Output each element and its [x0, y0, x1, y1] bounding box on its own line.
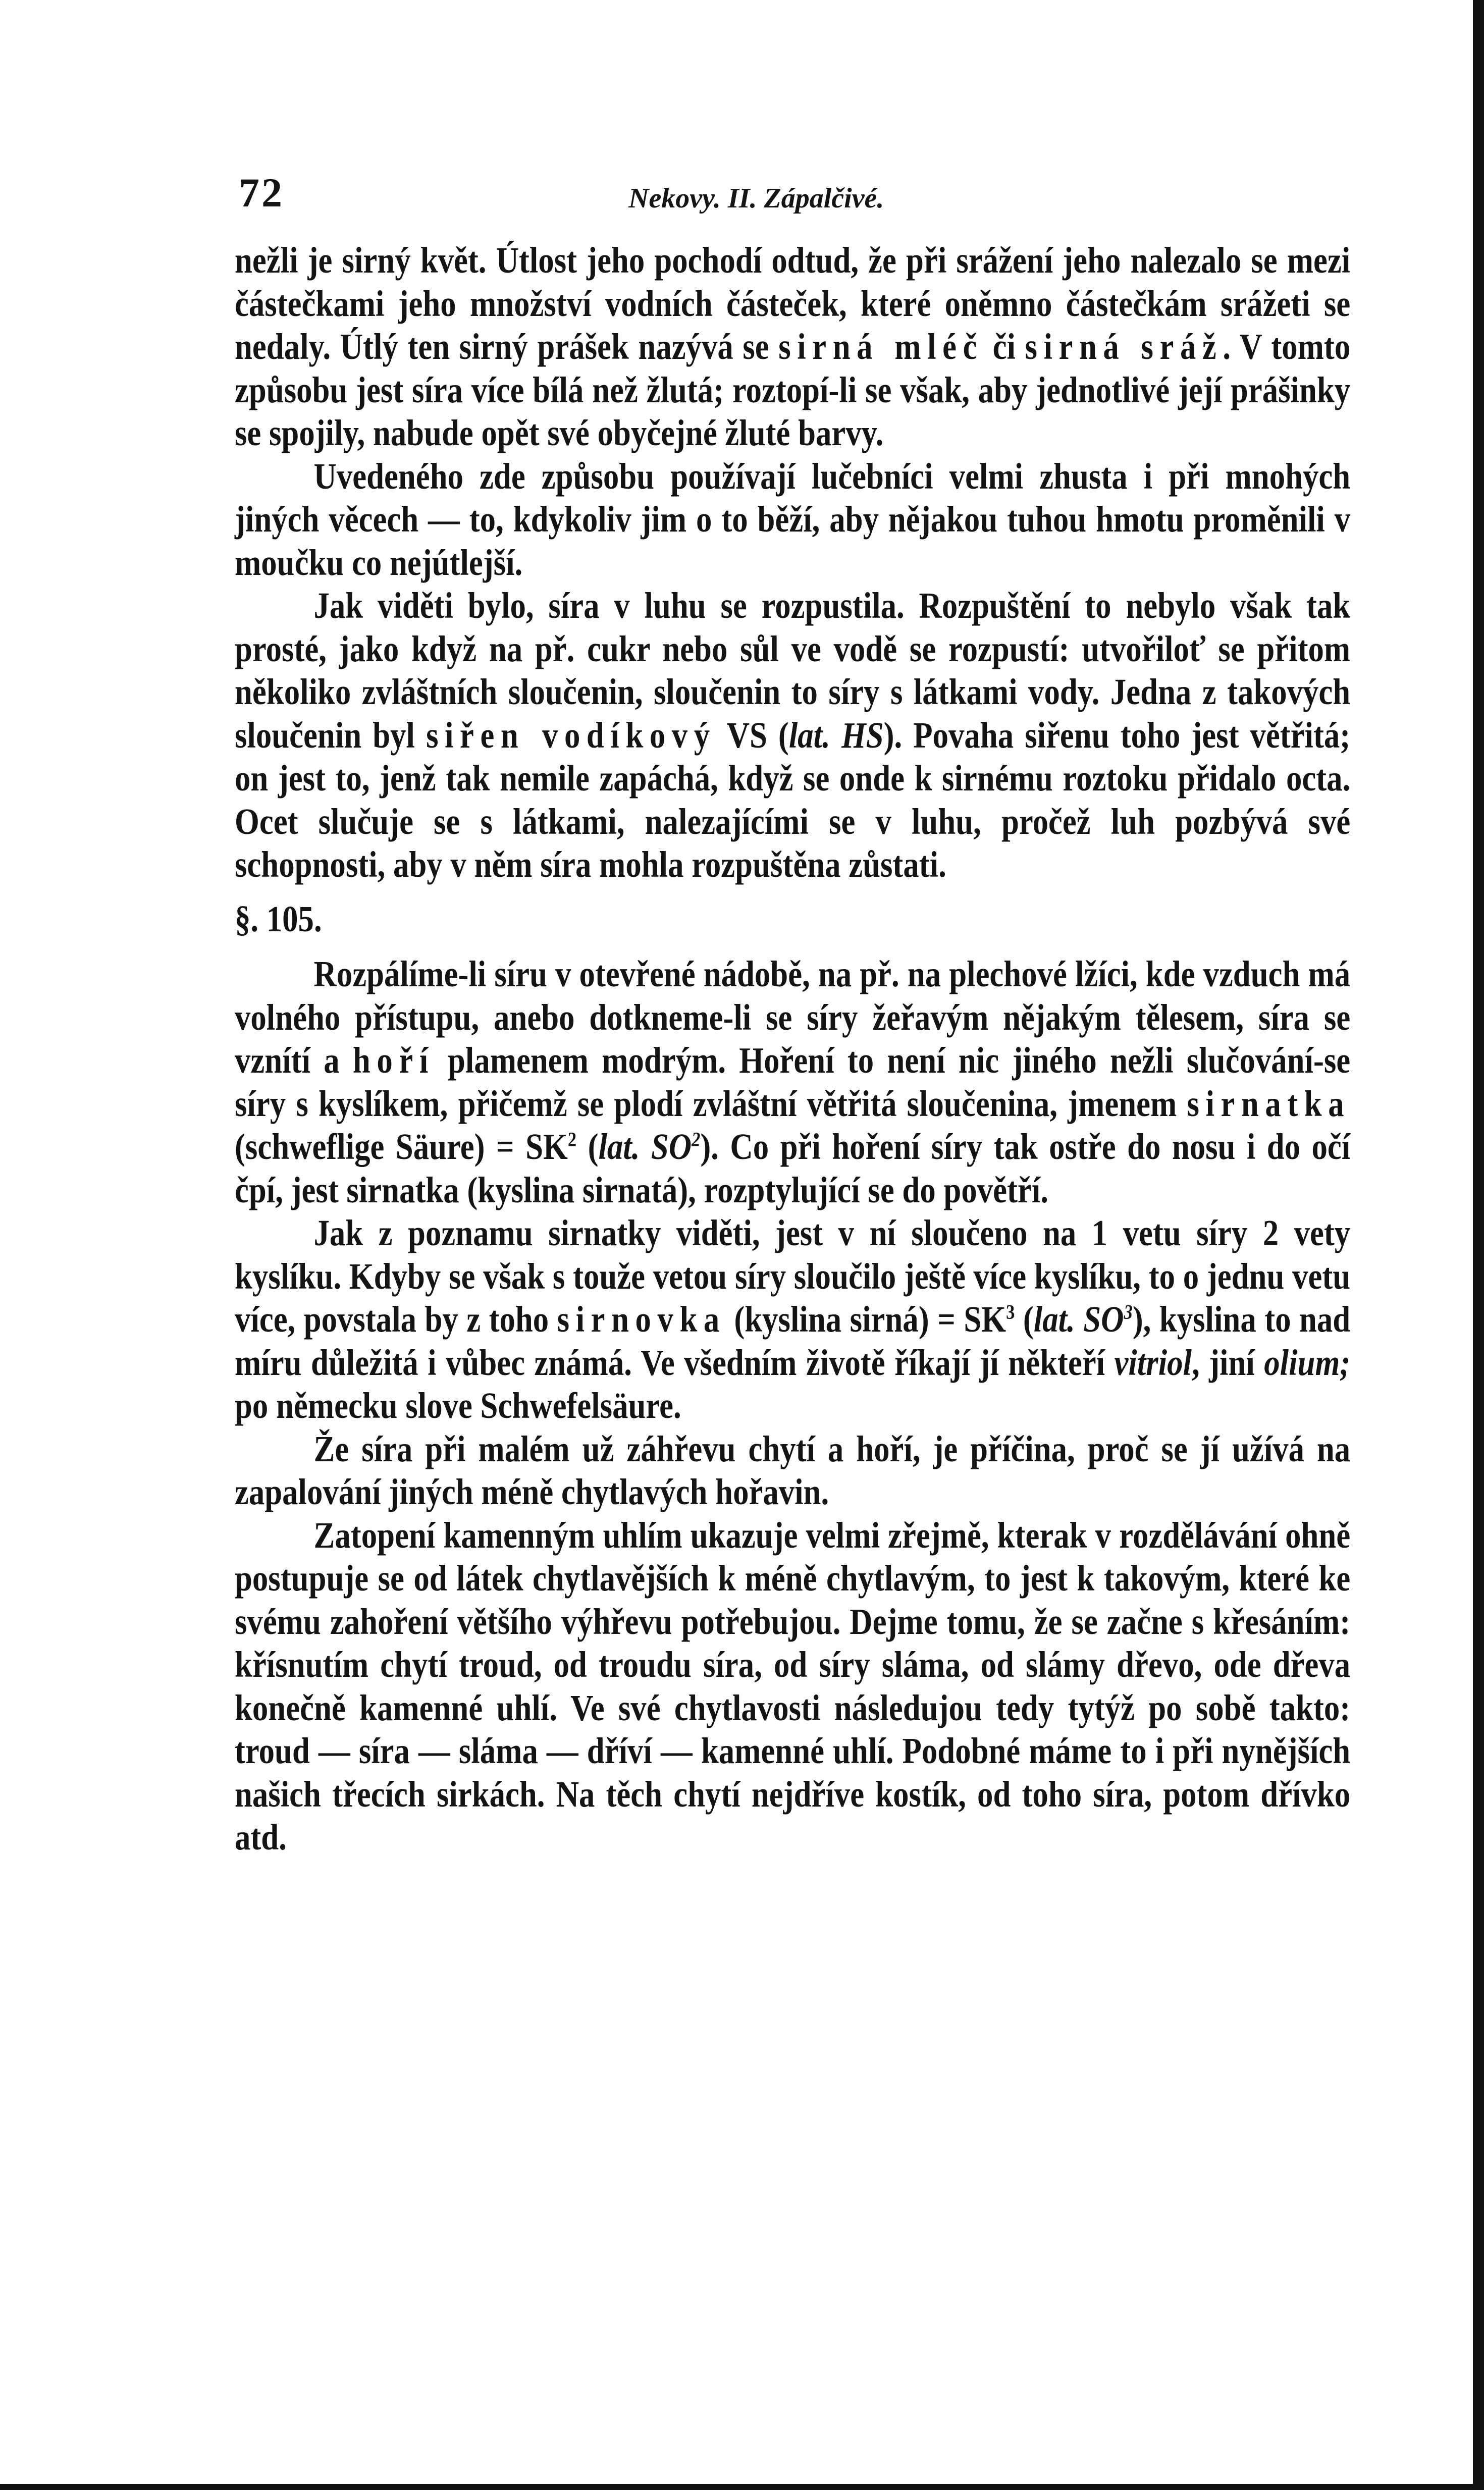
term-sirna-sraz: sirná sráž: [1025, 326, 1223, 367]
paragraph-5: Jak z poznamu sirnatky viděti, jest v ní sloučeno na 1 vetu síry 2 vety kyslíku. Kdyby se však s touže vetou síry sloučilo ještě více kyslíku, to o jednu vetu více, povstala by z toho sirnovka (kyslina sirná) = $SK^3$ (lat. $SO^3$), kyslina to nad míru důležitá i vůbec známá. Ve všedním životě říkají jí někteří vitriol, jiní olium; po německu slove Schwefelsäure.: [235, 1212, 1351, 1426]
page-edge-bottom: [0, 2484, 1484, 2490]
term-olium: olium;: [1264, 1342, 1351, 1383]
formula-hs: lat. HS: [788, 714, 884, 756]
body-text: [235, 239, 1350, 1859]
page-edge-right: [1473, 0, 1484, 2490]
term-sirnatka: sirnatka: [1187, 1083, 1351, 1124]
book-page: [235, 169, 1350, 1859]
formula-so2: lat. SO: [598, 1126, 692, 1167]
paragraph-2: Uvedeného zde způsobu používají lučebníci velmi zhusta i při mnohých jiných věcech — to, kdykoliv jim o to běží, aby nějakou tuhou hmotu proměnili v moučku co nejútlejší.: [235, 455, 1351, 583]
formula-so3: lat. SO: [1033, 1299, 1124, 1340]
term-vitriol: vitriol: [1114, 1342, 1192, 1383]
section-heading: §. 105.: [235, 898, 322, 939]
running-title: Nekovy. II. Zápalčivé.: [628, 183, 884, 214]
paragraph-1: nežli je sirný květ. Útlost jeho pochodí odtud, že při srážení jeho nalezalo se mezi částečkami jeho množství vodních částeček, které oněmno částečkám srážeti se nedaly. Útlý ten sirný prášek nazývá se sirná mléč či sirná sráž. V tomto způsobu jest síra více bílá než žlutá; roztopí-li se však, aby jednotlivé její prášinky se spojily, nabude opět své obyčejné žluté barvy.: [235, 240, 1351, 453]
term-sirnovka: sirnovka: [557, 1299, 726, 1340]
term-sirna-mlec: sirná mléč: [778, 326, 983, 367]
paragraph-3: Jak viděti bylo, síra v luhu se rozpustila. Rozpuštění to nebylo však tak prosté, jako když na př. cukr nebo sůl ve vodě se rozpustí: utvořiloť se přitom několiko zvláštních sloučenin, sloučenin to síry s látkami vody. Jedna z takových sloučenin byl siřen vodíkový VS (lat. HS). Povaha siřenu toho jest větřitá; on jest to, jenž tak nemile zapáchá, když se onde k sirnému roztoku přidalo octa. Ocet slučuje se s látkami, nalezajícími se v luhu, pročež luh pozbývá své schopnosti, aby v něm síra mohla rozpuštěna zůstati.: [235, 585, 1351, 885]
term-siren-vodikovy: siřen vodíkový: [426, 714, 716, 756]
page-number: 72: [239, 170, 284, 216]
running-head: [235, 169, 1350, 230]
term-hori: hoří: [352, 1040, 435, 1081]
paragraph-7: Zatopení kamenným uhlím ukazuje velmi zřejmě, kterak v rozdělávání ohně postupuje se od látek chytlavějších k méně chytlavým, to jest k takovým, které ke svému zahoření většího výhřevu potřebujou. Dejme tomu, že se začne s křesáním: křísnutím chytí troud, od troudu síra, od síry sláma, od slámy dřevo, ode dřeva konečně kamenné uhlí. Ve své chytlavosti následujou tedy tytýž po sobě takto: troud — síra — sláma — dříví — kamenné uhlí. Podobné máme to i při nynějších našich třecích sirkách. Na těch chytí nejdříve kostík, od toho síra, potom dřívko atd.: [235, 1514, 1351, 1858]
paragraph-4: Rozpálíme-li síru v otevřené nádobě, na př. na plechové lžíci, kde vzduch má volného přístupu, anebo dotkneme-li se síry žeřavým nějakým tělesem, síra se vznítí a hoří plamenem modrým. Hoření to není nic jiného nežli slučování-se síry s kyslíkem, přičemž se plodí zvláštní větřitá sloučenina, jmenem sirnatka (schweflige Säure) = $SK^2$ (lat. $SO^2$). Co při hoření síry tak ostře do nosu i do očí čpí, jest sirnatka (kyslina sirnatá), rozptylující se do povětří.: [235, 953, 1351, 1210]
paragraph-6: Že síra při malém už záhřevu chytí a hoří, je příčina, proč se jí užívá na zapalování jiných méně chytlavých hořavin.: [235, 1428, 1351, 1512]
